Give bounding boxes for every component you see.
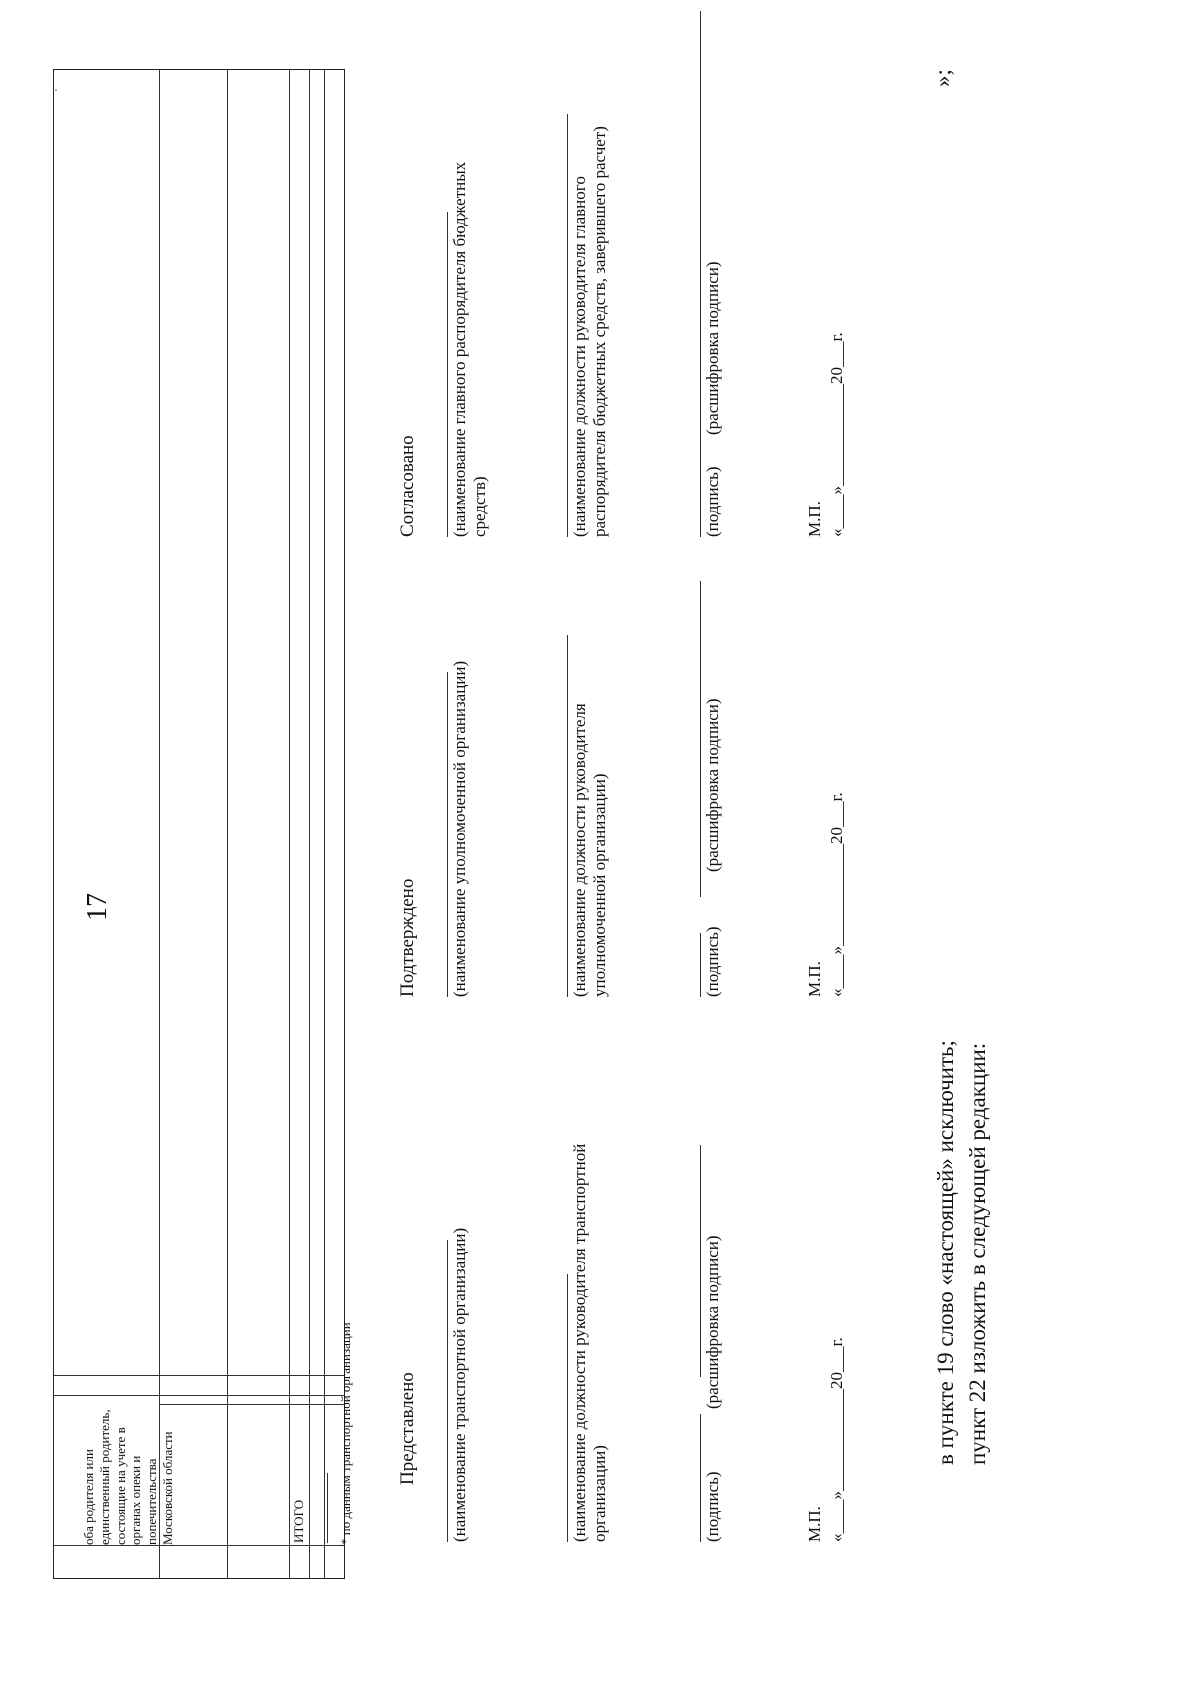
signature-caption: (подпись) <box>703 926 722 997</box>
position-caption: (наименование должности руководителя уполномоченной организации) <box>570 703 609 997</box>
footnote-rule <box>327 1473 328 1543</box>
date-line: «____»____________20___г. <box>827 1337 846 1542</box>
position-caption: (наименование должности руководителя транспортной организации) <box>570 1143 609 1542</box>
org-name-line <box>447 212 448 537</box>
table-total-label: ИТОГО <box>291 1499 306 1543</box>
date-line: «____»____________20___г. <box>827 332 846 537</box>
table-col-divider <box>159 1404 344 1405</box>
seal-label: М.П. <box>805 1506 824 1542</box>
block-heading: Согласовано <box>397 435 418 537</box>
signature-decode-caption: (расшифровка подписи) <box>703 1235 722 1409</box>
signature-line <box>700 11 701 537</box>
table-row-divider <box>324 70 325 1578</box>
seal-label: М.П. <box>805 501 824 537</box>
table-col-divider <box>54 1545 344 1546</box>
org-caption: (наименование уполномоченной организации) <box>450 660 469 997</box>
date-line: «____»____________20___г. <box>827 792 846 997</box>
position-line <box>567 1274 568 1542</box>
page-number: 17 <box>82 893 113 921</box>
org-caption: (наименование транспортной организации) <box>450 1227 469 1542</box>
table-row-divider <box>289 70 290 1578</box>
signature-decode-line <box>700 1145 701 1377</box>
table-row-divider <box>309 70 310 1578</box>
signature-caption: (подпись) <box>703 466 722 537</box>
data-table <box>53 69 345 1579</box>
signature-decode-caption: (расшифровка подписи) <box>703 261 722 435</box>
block-heading: Представлено <box>397 1372 418 1485</box>
position-line <box>567 114 568 537</box>
amendment-line-2: пункт 22 изложить в следующей редакции: <box>965 1042 990 1465</box>
table-col-divider <box>54 1375 344 1376</box>
org-caption: (наименование главного распорядителя бюджетных средств) <box>450 161 489 537</box>
position-caption: (наименование должности руководителя главного распорядителя бюджетных средств, заверившего расчет) <box>570 126 609 537</box>
org-name-line <box>447 1240 448 1542</box>
position-line <box>567 635 568 997</box>
amendment-text <box>930 1040 994 1465</box>
signature-caption: (подпись) <box>703 1471 722 1542</box>
signature-decode-line <box>700 581 701 897</box>
table-row-divider <box>227 70 228 1578</box>
amendment-line-1: в пункте 19 слово «настоящей» исключить; <box>933 1040 958 1465</box>
closing-quote-mark: »; <box>930 69 955 87</box>
signature-line <box>700 933 701 997</box>
seal-label: М.П. <box>805 961 824 997</box>
signature-decode-caption: (расшифровка подписи) <box>703 698 722 872</box>
signature-line <box>700 1414 701 1542</box>
org-name-line <box>447 672 448 997</box>
block-heading: Подтверждено <box>397 878 418 997</box>
table-row-label: оба родителя или единственный родитель, состоящие на учете в органах опеки и попечительства Московской области <box>81 1409 175 1545</box>
table-row-divider <box>159 70 160 1578</box>
footnote: * по данным транспортной организации <box>338 1322 353 1545</box>
